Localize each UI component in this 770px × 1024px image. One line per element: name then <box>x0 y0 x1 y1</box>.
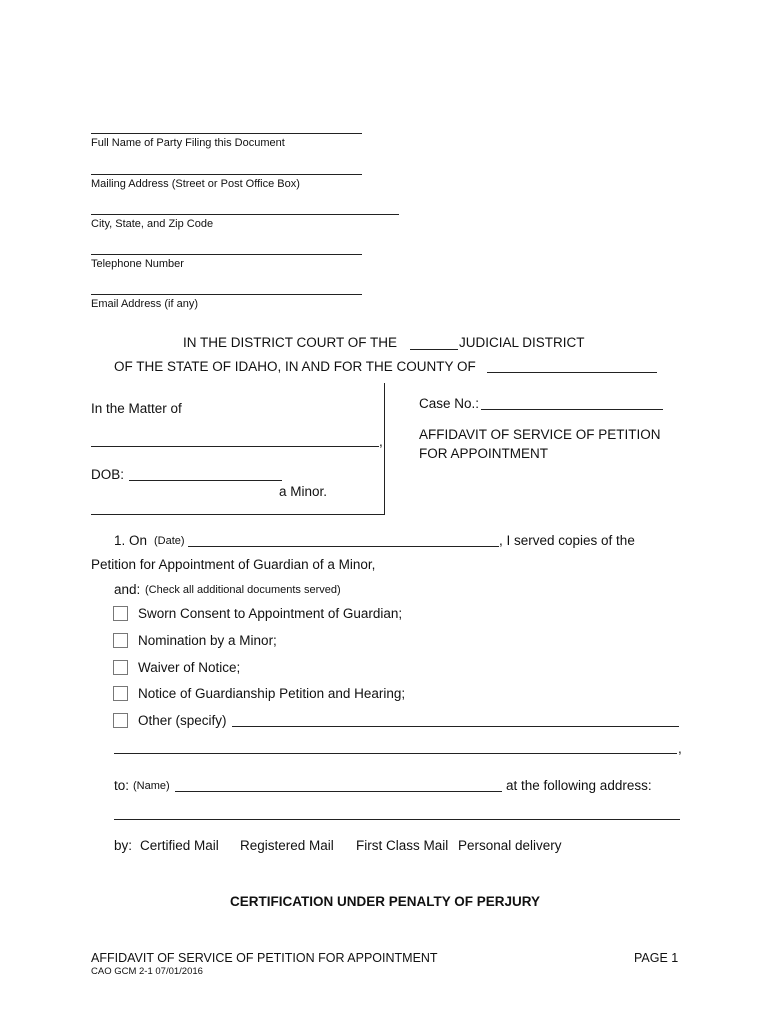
telephone-label: Telephone Number <box>91 258 184 270</box>
at-address-label: at the following address: <box>506 778 652 793</box>
other-checkbox[interactable] <box>113 713 128 728</box>
notice-checkbox[interactable] <box>113 686 128 701</box>
full-name-label: Full Name of Party Filing this Document <box>91 137 285 149</box>
email-label: Email Address (if any) <box>91 298 198 310</box>
matter-comma: , <box>379 434 383 449</box>
certification-heading: CERTIFICATION UNDER PENALTY OF PERJURY <box>229 894 541 909</box>
other-comma: , <box>678 741 682 756</box>
method-registered-mail[interactable]: Registered Mail <box>240 838 334 853</box>
and-note: (Check all additional documents served) <box>145 584 341 596</box>
sworn-consent-label: Sworn Consent to Appointment of Guardian; <box>138 606 403 621</box>
caption-divider <box>384 383 385 514</box>
caption-bottom-line <box>91 514 385 515</box>
minor-label: a Minor. <box>279 484 328 499</box>
dob-label: DOB: <box>91 467 125 482</box>
other-label: Other (specify) <box>138 713 227 728</box>
court-line1-post: JUDICIAL DISTRICT <box>459 335 585 350</box>
telephone-line[interactable] <box>91 254 362 255</box>
recipient-address-line[interactable] <box>114 819 680 820</box>
date-served-line[interactable] <box>188 546 499 547</box>
footer-form-code: CAO GCM 2-1 07/01/2016 <box>91 966 203 977</box>
waiver-label: Waiver of Notice; <box>138 660 241 675</box>
case-no-line[interactable] <box>481 409 663 410</box>
court-line1-pre: IN THE DISTRICT COURT OF THE <box>183 335 398 350</box>
petition-text: Petition for Appointment of Guardian of a Minor, <box>91 557 376 572</box>
method-personal-delivery[interactable]: Personal delivery <box>458 838 562 853</box>
full-name-line[interactable] <box>91 133 362 134</box>
other-specify-line[interactable] <box>232 726 679 727</box>
dob-line[interactable] <box>129 480 282 481</box>
footer-page: PAGE 1 <box>634 951 679 965</box>
to-label: to: <box>114 778 130 793</box>
court-line2: OF THE STATE OF IDAHO, IN AND FOR THE COUNTY OF <box>114 359 476 374</box>
county-line[interactable] <box>487 372 657 373</box>
mailing-address-line[interactable] <box>91 174 362 175</box>
item1-date-label: (Date) <box>154 535 185 547</box>
affidavit-title-line1: AFFIDAVIT OF SERVICE OF PETITION <box>419 427 661 442</box>
waiver-checkbox[interactable] <box>113 660 128 675</box>
district-number-line[interactable] <box>410 349 458 350</box>
by-label: by: <box>114 838 133 853</box>
matter-label: In the Matter of <box>91 401 182 416</box>
nomination-label: Nomination by a Minor; <box>138 633 277 648</box>
sworn-consent-checkbox[interactable] <box>113 606 128 621</box>
notice-label: Notice of Guardianship Petition and Hearing; <box>138 686 406 701</box>
other-specify-line2[interactable] <box>114 753 677 754</box>
footer-title: AFFIDAVIT OF SERVICE OF PETITION FOR APPOINTMENT <box>91 951 438 965</box>
item1-on: 1. On <box>114 533 148 548</box>
email-line[interactable] <box>91 294 362 295</box>
item1-served: , I served copies of the <box>499 533 635 548</box>
mailing-address-label: Mailing Address (Street or Post Office Box) <box>91 178 300 190</box>
and-label: and: <box>114 582 141 597</box>
city-state-zip-line[interactable] <box>91 214 399 215</box>
matter-name-line[interactable] <box>91 446 379 447</box>
affidavit-title-line2: FOR APPOINTMENT <box>419 446 549 461</box>
city-state-zip-label: City, State, and Zip Code <box>91 218 214 230</box>
case-no-label: Case No.: <box>419 396 480 411</box>
method-certified-mail[interactable]: Certified Mail <box>140 838 219 853</box>
to-name-label: (Name) <box>133 780 170 792</box>
method-first-class-mail[interactable]: First Class Mail <box>356 838 449 853</box>
recipient-name-line[interactable] <box>175 791 502 792</box>
nomination-checkbox[interactable] <box>113 633 128 648</box>
